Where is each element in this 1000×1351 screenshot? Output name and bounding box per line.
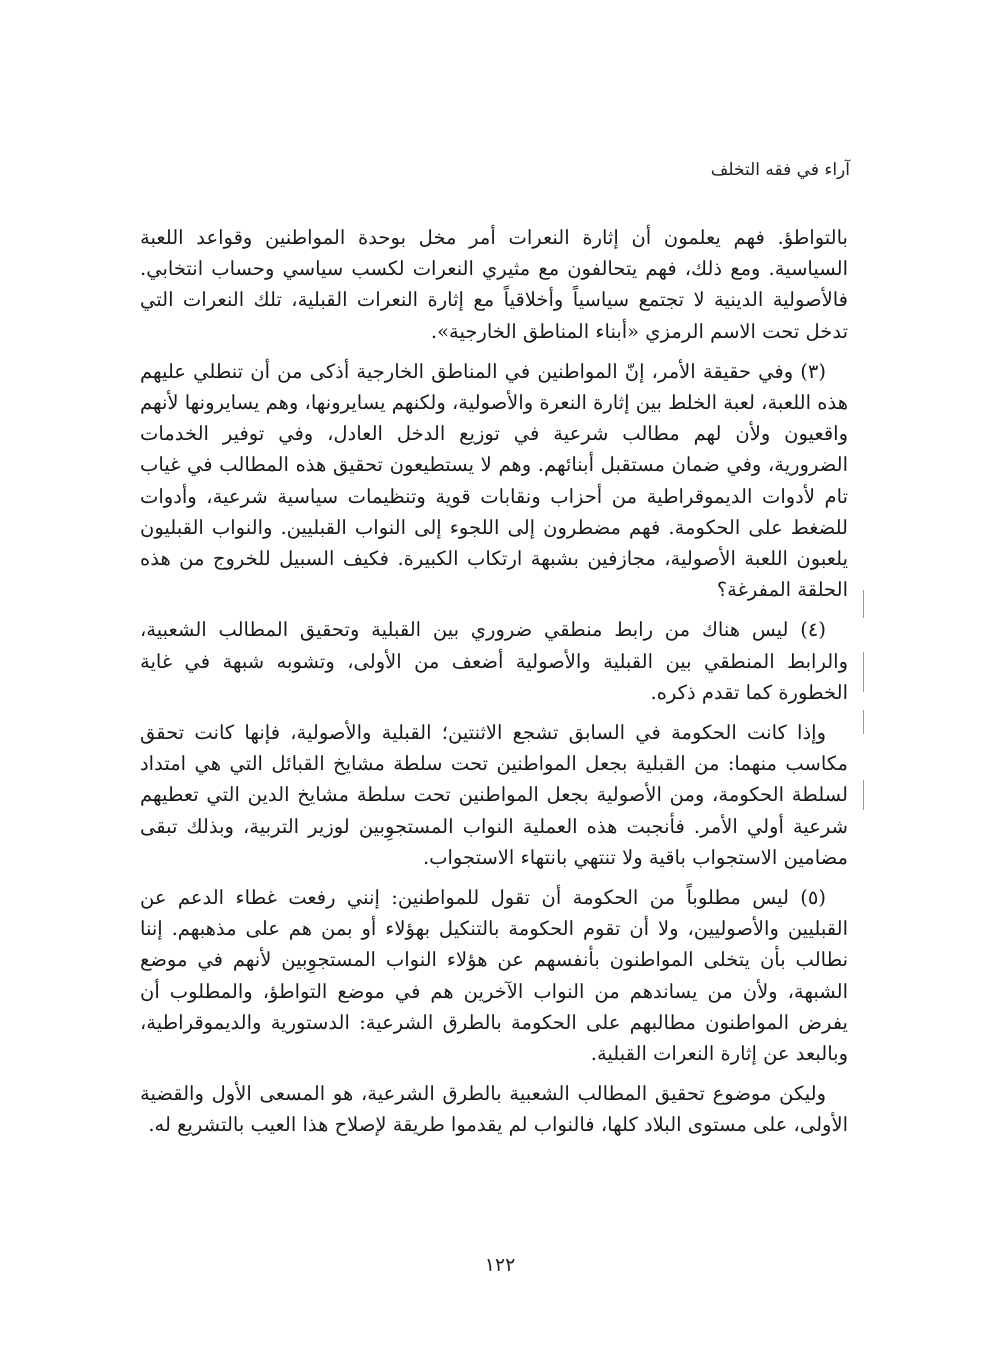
paragraph-point-4: (٤) ليس هناك من رابط منطقي ضروري بين القبلية وتحقيق المطالب الشعبية، والرابط المنطقي بين القبلية والأصولية أضعف من الأولى، وتشوبه شبهة في غاية الخطورة كما تقدم ذكره. <box>140 618 848 704</box>
running-header: آراء في فقه التخلف <box>710 160 850 180</box>
edge-mark <box>863 590 864 618</box>
paragraph-continuation: بالتواطؤ. فهم يعلمون أن إثارة النعرات أمر مخل بوحدة المواطنين وقواعد اللعبة السياسية. ومع ذلك، فهم يتحالفون مع مثيري النعرات لكسب سياسي وحساب انتخابي. فالأصولية الدينية لا تجتمع سياسياً وأخلاقياً مع إثارة النعرات القبلية، تلك النعرات التي تدخل تحت الاسم الرمزي «أبناء المناطق الخارجية». <box>140 226 848 343</box>
paragraph-government-role: وإذا كانت الحكومة في السابق تشجع الاثنتين؛ القبلية والأصولية، فإنها كانت تحقق مكاسب منهما: من القبلية بجعل المواطنين تحت سلطة مشايخ القبائل التي هي امتداد لسلطة الحكومة، ومن الأصولية بجعل المواطنين تحت سلطة مشايخ الدين التي تعطيهم شرعية أولي الأمر. فأنجبت هذه العملية النواب المستجوِبين لوزير التربية، وبذلك تبقى مضامين الاستجواب باقية ولا تنتهي بانتهاء الاستجواب. <box>140 721 848 869</box>
edge-mark <box>863 710 864 734</box>
paragraph-point-3: (٣) وفي حقيقة الأمر، إنّ المواطنين في المناطق الخارجية أذكى من أن تنطلي عليهم هذه اللعبة، لعبة الخلط بين إثارة النعرة والأصولية، ولكنهم يسايرونها، وهم يسايرونها لأنهم واقعيون ولأن لهم مطالب شرعية في توزيع الدخل العادل، وفي توفير الخدمات الضرورية، وفي ضمان مستقبل أبنائهم. وهم لا يستطيعون تحقيق هذه المطالب في غياب تام لأدوات الديموقراطية من أحزاب ونقابات قوية وتنظيمات سياسية شرعية، وأدوات للضغط على الحكومة. فهم مضطرون إلى اللجوء إلى النواب القبليين. والنواب القبليون يلعبون اللعبة الأصولية، مجازفين بشبهة ارتكاب الكبيرة. فكيف السبيل للخروج من هذه الحلقة المفرغة؟ <box>140 359 848 602</box>
edge-mark <box>863 780 864 810</box>
binding-edge-marks <box>862 590 866 830</box>
edge-mark <box>863 652 864 692</box>
body-text <box>140 222 848 1150</box>
paragraph-point-5: (٥) ليس مطلوباً من الحكومة أن تقول للمواطنين: إنني رفعت غطاء الدعم عن القبليين والأصوليين، ولا أن تقوم الحكومة بالتنكيل بهؤلاء أو بمن هم على مذهبهم. إننا نطالب بأن يتخلى المواطنون بأنفسهم عن هؤلاء النواب المستجوِبين لأنهم في موضع الشبهة، ولأن من يساندهم من النواب الآخرين هم في موضع التواطؤ، والمطلوب أن يفرض المواطنون مطالبهم على الحكومة بالطرق الشرعية: الدستورية والديموقراطية، وبالبعد عن إثارة النعرات القبلية. <box>140 886 848 1066</box>
page-number: ١٢٢ <box>484 1254 516 1276</box>
paragraph-closing: وليكن موضوع تحقيق المطالب الشعبية بالطرق الشرعية، هو المسعى الأول والقضية الأولى، على مستوى البلاد كلها، فالنواب لم يقدموا طريقة لإصلاح هذا العيب بالتشريع له. <box>140 1082 848 1137</box>
